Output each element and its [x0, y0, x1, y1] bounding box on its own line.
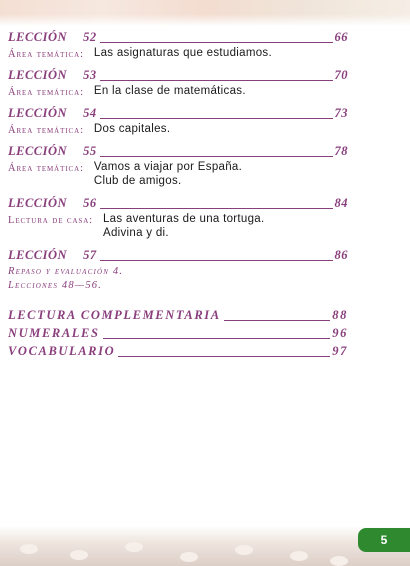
petal-decoration — [70, 550, 88, 560]
dotted-leader — [100, 80, 333, 81]
dotted-leader — [100, 156, 333, 157]
topic-text — [103, 212, 265, 240]
page-number: 78 — [334, 144, 348, 158]
section-title: NUMERALES — [8, 326, 100, 340]
topic-label: Área temática: — [8, 163, 84, 174]
topic-text — [94, 46, 272, 60]
toc-entry-lesson-55[interactable] — [8, 144, 348, 188]
dotted-leader — [100, 260, 333, 261]
petal-decoration — [235, 545, 253, 555]
dotted-leader — [224, 320, 331, 321]
section-title: VOCABULARIO — [8, 344, 116, 358]
petal-decoration — [330, 556, 348, 566]
page-number: 96 — [332, 326, 348, 340]
lesson-heading — [8, 30, 348, 45]
topic-row — [8, 46, 348, 60]
toc-entry-lesson-57[interactable] — [8, 248, 348, 293]
topic-text — [94, 122, 170, 136]
topic-line: Club de amigos. — [93, 175, 182, 187]
toc-entry-vocabulario[interactable] — [8, 343, 348, 359]
topic-row — [8, 160, 348, 188]
toc-entry-lectura-complementaria[interactable] — [8, 307, 348, 323]
page-number: 84 — [334, 196, 348, 210]
topic-label: Área temática: — [8, 49, 84, 60]
lesson-heading — [8, 144, 348, 159]
lesson-number: 53 — [83, 68, 97, 82]
petal-decoration — [125, 542, 143, 552]
toc-entry-lesson-53[interactable] — [8, 68, 348, 98]
table-of-contents — [8, 30, 348, 359]
lesson-number: 55 — [83, 144, 97, 158]
dotted-leader — [103, 338, 331, 339]
lesson-heading — [8, 248, 348, 263]
lesson-heading — [8, 106, 348, 121]
dotted-leader — [118, 356, 330, 357]
topic-row — [8, 122, 348, 136]
review-line: Repaso y evaluación 4. — [8, 266, 124, 277]
topic-text — [94, 84, 246, 98]
lesson-heading — [8, 196, 348, 211]
topic-line: Adivina y di. — [102, 227, 169, 239]
lesson-heading — [8, 68, 348, 83]
toc-entry-lesson-56[interactable] — [8, 196, 348, 240]
toc-entry-numerales[interactable] — [8, 325, 348, 341]
topic-label: Área temática: — [8, 87, 84, 98]
topic-line: Las asignaturas que estudiamos. — [93, 47, 272, 59]
page-number-badge: 5 — [358, 528, 410, 552]
top-decoration — [0, 0, 410, 26]
lesson-title: LECCIÓN — [8, 196, 68, 210]
bottom-decoration — [0, 526, 410, 566]
topic-row — [8, 84, 348, 98]
topic-row — [8, 212, 348, 240]
topic-line: Las aventuras de una tortuga. — [102, 213, 265, 225]
lesson-number: 54 — [83, 106, 97, 120]
page-number: 73 — [334, 106, 348, 120]
topic-line: En la clase de matemáticas. — [93, 85, 246, 97]
lesson-number: 52 — [83, 30, 97, 44]
toc-entry-lesson-54[interactable] — [8, 106, 348, 136]
dotted-leader — [100, 208, 333, 209]
topic-label: Lectura de casa: — [8, 215, 93, 226]
lesson-title: LECCIÓN — [8, 144, 68, 158]
petal-decoration — [290, 551, 308, 561]
lesson-title: LECCIÓN — [8, 30, 68, 44]
lesson-title: LECCIÓN — [8, 68, 68, 82]
page-number: 70 — [334, 68, 348, 82]
dotted-leader — [100, 118, 333, 119]
topic-line: Vamos a viajar por España. — [93, 161, 243, 173]
section-title: LECTURA COMPLEMENTARIA — [8, 308, 221, 322]
page-number: 86 — [334, 248, 348, 262]
page-number: 88 — [332, 308, 348, 322]
dotted-leader — [100, 42, 333, 43]
topic-line: Dos capitales. — [93, 123, 171, 135]
petal-decoration — [20, 544, 38, 554]
toc-entry-lesson-52[interactable] — [8, 30, 348, 60]
page-number: 66 — [334, 30, 348, 44]
petal-decoration — [180, 552, 198, 562]
lesson-number: 57 — [83, 248, 97, 262]
topic-label: Área temática: — [8, 125, 84, 136]
lesson-title: LECCIÓN — [8, 106, 68, 120]
lesson-title: LECCIÓN — [8, 248, 68, 262]
page-number: 97 — [332, 344, 348, 358]
topic-text — [94, 160, 242, 188]
lesson-number: 56 — [83, 196, 97, 210]
review-line: Lecciones 48—56. — [8, 280, 103, 291]
